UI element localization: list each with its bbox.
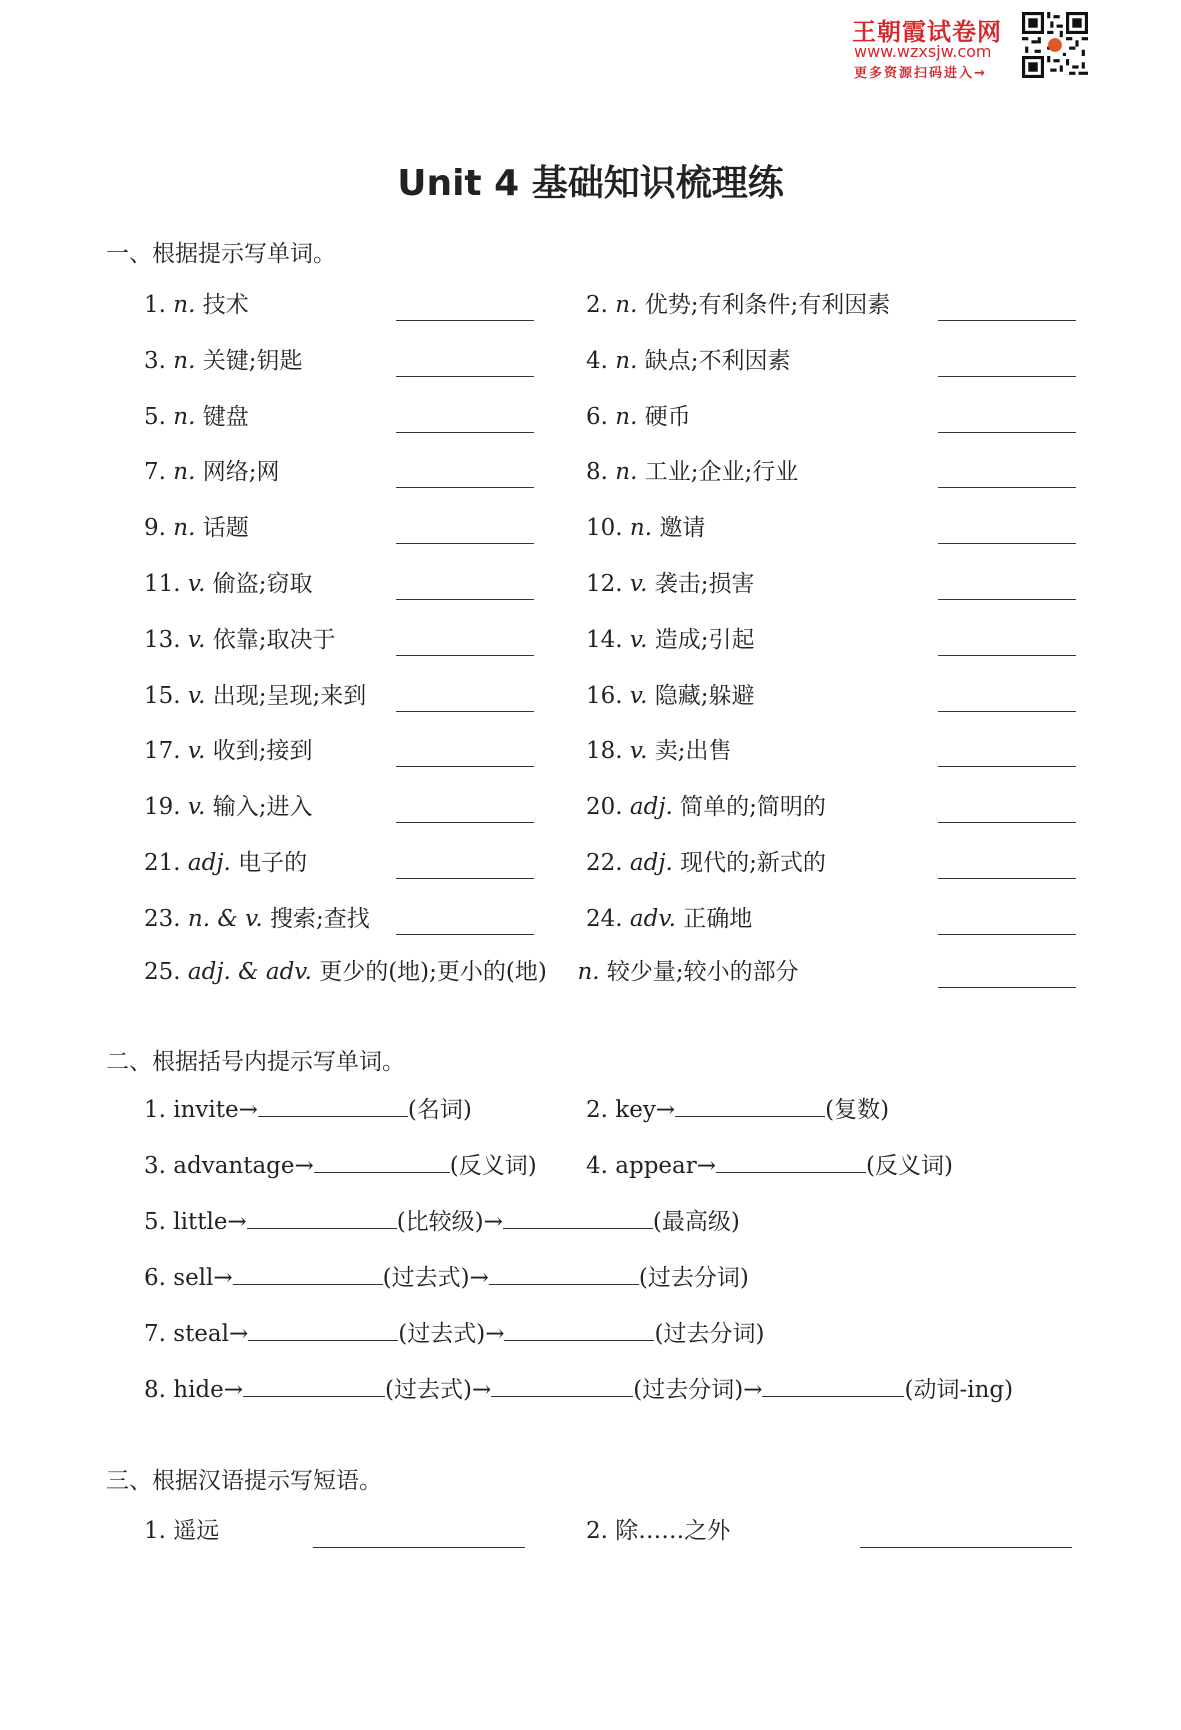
item-number: 19. bbox=[144, 794, 181, 821]
section-2-item-4 bbox=[586, 1151, 953, 1181]
answer-blank[interactable] bbox=[938, 599, 1076, 600]
item-number: 4. bbox=[586, 1153, 608, 1179]
item-number: 3. bbox=[144, 347, 166, 374]
item-word: sell→ bbox=[173, 1265, 233, 1291]
answer-blank[interactable] bbox=[396, 599, 534, 600]
answer-blank[interactable] bbox=[938, 878, 1076, 879]
item-meaning: 正确地 bbox=[683, 905, 753, 932]
section-1-item-17 bbox=[144, 736, 313, 766]
item-pos: v. bbox=[629, 626, 648, 653]
answer-blank[interactable] bbox=[314, 1152, 450, 1173]
answer-blank[interactable] bbox=[675, 1096, 825, 1117]
section-1-item-16 bbox=[586, 681, 755, 711]
answer-blank[interactable] bbox=[258, 1096, 408, 1117]
item-number: 21. bbox=[144, 850, 181, 876]
item-number: 20. bbox=[586, 794, 623, 821]
item-number: 11. bbox=[144, 571, 181, 597]
item-pos: adj. bbox=[629, 794, 673, 821]
item-hint-2: (过去分词) bbox=[654, 1321, 765, 1347]
item-hint-3: (动词-ing) bbox=[904, 1377, 1014, 1403]
section-1-item-2 bbox=[586, 290, 890, 320]
item-number: 12. bbox=[586, 571, 623, 597]
item-hint-2: (最高级) bbox=[652, 1209, 740, 1235]
item-number: 6. bbox=[586, 403, 608, 430]
answer-blank[interactable] bbox=[938, 934, 1076, 935]
section-1-item-14 bbox=[586, 625, 755, 655]
section-1-item-25 bbox=[144, 957, 799, 987]
item-hint: (过去式)→ bbox=[398, 1321, 505, 1347]
item-pos: v. bbox=[187, 738, 206, 765]
answer-blank[interactable] bbox=[396, 320, 534, 321]
item-number: 5. bbox=[144, 1209, 166, 1235]
item-number: 6. bbox=[144, 1265, 166, 1291]
answer-blank[interactable] bbox=[396, 543, 534, 544]
answer-blank[interactable] bbox=[396, 934, 534, 935]
item-number: 2. bbox=[586, 1097, 608, 1123]
item-word: steal→ bbox=[173, 1321, 249, 1347]
item-meaning: 依靠;取决于 bbox=[212, 626, 336, 653]
watermark-tagline: 更多资源扫码进入→ bbox=[854, 66, 987, 81]
answer-blank[interactable] bbox=[233, 1264, 383, 1285]
section-1-item-6 bbox=[586, 402, 691, 432]
answer-blank[interactable] bbox=[313, 1547, 525, 1548]
section-1-item-20 bbox=[586, 792, 826, 822]
section-2-item-7 bbox=[144, 1319, 764, 1349]
answer-blank[interactable] bbox=[938, 987, 1076, 988]
item-number: 2. bbox=[586, 292, 608, 318]
section-1-item-15 bbox=[144, 681, 366, 711]
item-pos: v. bbox=[187, 626, 206, 653]
item-meaning: 隐藏;躲避 bbox=[654, 682, 755, 709]
item-number: 10. bbox=[586, 515, 623, 542]
section-1-item-1 bbox=[144, 290, 249, 320]
section-1-item-8 bbox=[586, 457, 798, 487]
item-hint-2: (过去分词)→ bbox=[633, 1377, 763, 1403]
item-pos: n. bbox=[173, 515, 196, 542]
section-2-title: 二、根据括号内提示写单词。 bbox=[106, 1049, 405, 1075]
item-number: 13. bbox=[144, 626, 181, 653]
item-pos: n. bbox=[629, 515, 653, 542]
item-meaning: 出现;呈现;来到 bbox=[212, 682, 367, 709]
item-number: 16. bbox=[586, 682, 623, 709]
item-number: 14. bbox=[586, 626, 623, 653]
answer-blank[interactable] bbox=[396, 432, 534, 433]
answer-blank[interactable] bbox=[716, 1152, 866, 1173]
item-meaning: 缺点;不利因素 bbox=[644, 347, 791, 374]
item-number: 3. bbox=[144, 1153, 166, 1179]
item-pos: v. bbox=[629, 571, 648, 597]
item-hint: (复数) bbox=[825, 1097, 890, 1123]
item-number: 23. bbox=[144, 905, 181, 932]
item-number: 7. bbox=[144, 459, 166, 486]
answer-blank[interactable] bbox=[491, 1376, 633, 1397]
section-2-item-1 bbox=[144, 1095, 472, 1125]
item-pos: n. bbox=[615, 403, 638, 430]
item-hint: (过去式)→ bbox=[385, 1377, 492, 1403]
item-meaning: 技术 bbox=[202, 292, 249, 318]
item-meaning: 搜索;查找 bbox=[270, 905, 370, 932]
item-pos: v. bbox=[187, 794, 206, 821]
item-pos: n. bbox=[173, 403, 196, 430]
item-meaning: 电子的 bbox=[238, 850, 308, 876]
item-meaning: 卖;出售 bbox=[654, 738, 732, 765]
answer-blank[interactable] bbox=[489, 1264, 639, 1285]
section-1-item-21 bbox=[144, 848, 307, 878]
section-1-item-19 bbox=[144, 792, 313, 822]
section-1-item-3 bbox=[144, 346, 302, 376]
qr-code-icon bbox=[1022, 12, 1088, 78]
item-number: 8. bbox=[144, 1377, 166, 1403]
answer-blank[interactable] bbox=[396, 487, 534, 488]
item-meaning: 优势;有利条件;有利因素 bbox=[644, 292, 891, 318]
item-word: appear→ bbox=[615, 1153, 717, 1179]
item-meaning-2: 较少量;较小的部分 bbox=[606, 959, 799, 985]
answer-blank[interactable] bbox=[396, 822, 534, 823]
item-number: 25. bbox=[144, 959, 181, 985]
item-meaning: 工业;企业;行业 bbox=[644, 459, 799, 486]
item-meaning: 偷盗;窃取 bbox=[212, 571, 313, 597]
answer-blank[interactable] bbox=[396, 711, 534, 712]
item-hint: (反义词) bbox=[449, 1153, 537, 1179]
section-1-item-23 bbox=[144, 904, 370, 934]
answer-blank[interactable] bbox=[938, 822, 1076, 823]
item-meaning: 输入;进入 bbox=[212, 794, 313, 821]
answer-blank[interactable] bbox=[503, 1208, 653, 1229]
section-2-item-2 bbox=[586, 1095, 889, 1125]
watermark-brand: 王朝霞试卷网 bbox=[852, 18, 1002, 46]
item-number: 1. bbox=[144, 1518, 166, 1544]
item-pos: n. bbox=[173, 459, 196, 486]
answer-blank[interactable] bbox=[860, 1547, 1072, 1548]
item-word: little→ bbox=[173, 1209, 247, 1235]
item-pos: n. bbox=[615, 459, 638, 486]
section-1-item-22 bbox=[586, 848, 826, 878]
item-word: advantage→ bbox=[173, 1153, 314, 1179]
item-number: 8. bbox=[586, 459, 608, 486]
answer-blank[interactable] bbox=[396, 655, 534, 656]
item-pos: adv. bbox=[629, 905, 676, 932]
item-meaning: 硬币 bbox=[644, 403, 691, 430]
answer-blank[interactable] bbox=[938, 376, 1076, 377]
section-1-title: 一、根据提示写单词。 bbox=[106, 241, 336, 267]
item-pos: adj. bbox=[629, 850, 673, 876]
item-number: 9. bbox=[144, 515, 166, 542]
item-pos: n. bbox=[173, 347, 196, 374]
item-pos: adj. bbox=[187, 850, 231, 876]
item-pos-2: n. bbox=[577, 959, 600, 985]
item-word: invite→ bbox=[173, 1097, 258, 1123]
item-meaning: 关键;钥匙 bbox=[202, 347, 303, 374]
answer-blank[interactable] bbox=[938, 766, 1076, 767]
item-meaning: 键盘 bbox=[202, 403, 249, 430]
item-meaning: 除……之外 bbox=[615, 1518, 731, 1544]
answer-blank[interactable] bbox=[938, 655, 1076, 656]
answer-blank[interactable] bbox=[762, 1376, 904, 1397]
item-meaning: 更少的(地);更小的(地) bbox=[319, 959, 547, 985]
item-number: 7. bbox=[144, 1321, 166, 1347]
item-meaning: 网络;网 bbox=[202, 459, 280, 486]
answer-blank[interactable] bbox=[938, 320, 1076, 321]
item-word: hide→ bbox=[173, 1377, 244, 1403]
item-meaning: 简单的;简明的 bbox=[680, 794, 826, 821]
item-meaning: 遥远 bbox=[173, 1518, 220, 1544]
item-pos: adj. & adv. bbox=[187, 959, 312, 985]
item-pos: v. bbox=[187, 682, 206, 709]
section-3-item-1 bbox=[144, 1516, 219, 1546]
watermark bbox=[852, 12, 1092, 82]
item-hint: (比较级)→ bbox=[396, 1209, 503, 1235]
item-hint: (名词) bbox=[407, 1097, 472, 1123]
section-1-item-5 bbox=[144, 402, 249, 432]
answer-blank[interactable] bbox=[938, 432, 1076, 433]
item-meaning: 话题 bbox=[202, 515, 249, 542]
item-word: key→ bbox=[615, 1097, 676, 1123]
watermark-url: www.wzxsjw.com bbox=[854, 42, 992, 61]
item-pos: n. & v. bbox=[187, 905, 263, 932]
item-pos: v. bbox=[187, 571, 206, 597]
item-hint: (反义词) bbox=[866, 1153, 953, 1179]
answer-blank[interactable] bbox=[243, 1376, 385, 1397]
item-number: 2. bbox=[586, 1518, 608, 1544]
item-meaning: 袭击;损害 bbox=[654, 571, 755, 597]
section-1-item-13 bbox=[144, 625, 336, 655]
item-hint: (过去式)→ bbox=[382, 1265, 489, 1291]
section-1-item-18 bbox=[586, 736, 732, 766]
section-1-item-9 bbox=[144, 513, 249, 543]
answer-blank[interactable] bbox=[938, 487, 1076, 488]
section-2-item-6 bbox=[144, 1263, 749, 1293]
item-number: 4. bbox=[586, 347, 608, 374]
item-pos: n. bbox=[615, 292, 638, 318]
answer-blank[interactable] bbox=[248, 1320, 398, 1341]
answer-blank[interactable] bbox=[396, 766, 534, 767]
section-2-item-8 bbox=[144, 1375, 1013, 1405]
item-number: 18. bbox=[586, 738, 623, 765]
section-1-item-24 bbox=[586, 904, 752, 934]
item-pos: v. bbox=[629, 738, 648, 765]
answer-blank[interactable] bbox=[938, 711, 1076, 712]
item-pos: v. bbox=[629, 682, 648, 709]
section-1-item-11 bbox=[144, 569, 313, 599]
page-title: Unit 4 基础知识梳理练 bbox=[397, 163, 784, 204]
answer-blank[interactable] bbox=[247, 1208, 397, 1229]
item-pos: n. bbox=[173, 292, 196, 318]
section-2-item-5 bbox=[144, 1207, 740, 1237]
item-meaning: 收到;接到 bbox=[212, 738, 313, 765]
item-number: 17. bbox=[144, 738, 181, 765]
item-meaning: 邀请 bbox=[659, 515, 706, 542]
section-1-item-7 bbox=[144, 457, 279, 487]
section-3-title: 三、根据汉语提示写短语。 bbox=[106, 1468, 382, 1494]
section-1-item-12 bbox=[586, 569, 755, 599]
item-number: 24. bbox=[586, 905, 623, 932]
answer-blank[interactable] bbox=[396, 376, 534, 377]
answer-blank[interactable] bbox=[938, 543, 1076, 544]
item-number: 22. bbox=[586, 850, 623, 876]
item-pos: n. bbox=[615, 347, 638, 374]
item-number: 1. bbox=[144, 292, 166, 318]
item-hint-2: (过去分词) bbox=[638, 1265, 749, 1291]
answer-blank[interactable] bbox=[504, 1320, 654, 1341]
item-meaning: 造成;引起 bbox=[654, 626, 755, 653]
section-1-item-10 bbox=[586, 513, 705, 543]
item-number: 1. bbox=[144, 1097, 166, 1123]
item-number: 15. bbox=[144, 682, 181, 709]
section-3-item-2 bbox=[586, 1516, 730, 1546]
item-number: 5. bbox=[144, 403, 166, 430]
item-meaning: 现代的;新式的 bbox=[680, 850, 826, 876]
section-2-item-3 bbox=[144, 1151, 537, 1181]
section-1-item-4 bbox=[586, 346, 790, 376]
answer-blank[interactable] bbox=[396, 878, 534, 879]
